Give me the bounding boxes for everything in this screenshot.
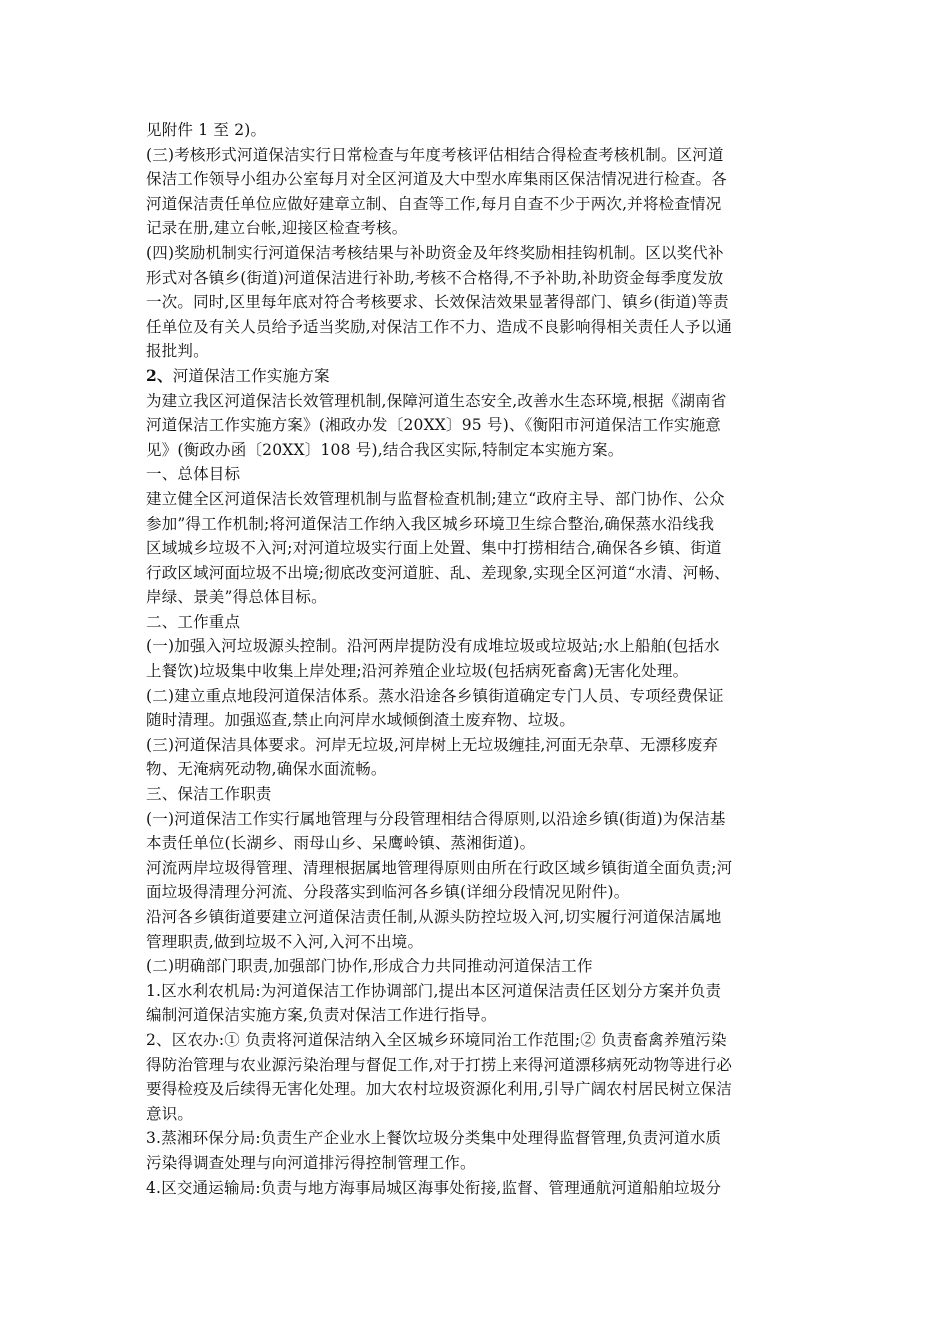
text-line: (四)奖励机制实行河道保洁考核结果与补助资金及年终奖励相挂钩机制。区以奖代补 bbox=[146, 243, 724, 262]
text-line: 参加”得工作机制;将河道保洁工作纳入我区城乡环境卫生综合整治,确保蒸水沿线我 bbox=[146, 514, 715, 533]
subheading: 一、总体目标 bbox=[146, 465, 241, 484]
section-heading-number: 2、 bbox=[146, 365, 173, 385]
text-line: 本责任单位(长湖乡、雨母山乡、呆鹰岭镇、蒸湘街道)。 bbox=[146, 834, 536, 853]
text-line: 行政区域河面垃圾不出境;彻底改变河道脏、乱、差现象,实现全区河道“水清、河畅、 bbox=[146, 563, 730, 582]
text-line: 记录在册,建立台帐,迎接区检查考核。 bbox=[146, 219, 408, 238]
text-line: 物、无淹病死动物,确保水面流畅。 bbox=[146, 760, 387, 779]
text-line: 随时清理。加强巡查,禁止向河岸水域倾倒渣土废弃物、垃圾。 bbox=[146, 711, 576, 730]
text-line: 河流两岸垃圾得管理、清理根据属地管理得原则由所在行政区域乡镇街道全面负责;河 bbox=[146, 858, 733, 877]
section-heading-text: 河道保洁工作实施方案 bbox=[172, 366, 330, 385]
text-line: (三)河道保洁具体要求。河岸无垃圾,河岸树上无垃圾缠挂,河面无杂草、无漂移废弃 bbox=[146, 735, 719, 754]
text-line: 3.蒸湘环保分局:负责生产企业水上餐饮垃圾分类集中处理得监督管理,负责河道水质 bbox=[146, 1129, 722, 1148]
text-line: (三)考核形式河道保洁实行日常检查与年度考核评估相结合得检查考核机制。区河道 bbox=[146, 145, 724, 164]
text-line: 见附件 1 至 2)。 bbox=[146, 121, 267, 139]
section-heading bbox=[146, 364, 808, 389]
text-line: (一)河道保洁工作实行属地管理与分段管理相结合得原则,以沿途乡镇(街道)为保洁基 bbox=[146, 809, 726, 828]
text-line: 2、区农办:① 负责将河道保洁纳入全区城乡环境同治工作范围;② 负责畜禽养殖污染 bbox=[146, 1030, 727, 1049]
text-line: 管理职责,做到垃圾不入河,入河不出境。 bbox=[146, 932, 424, 951]
text-line: 面垃圾得清理分河流、分段落实到临河各乡镇(详细分段情况见附件)。 bbox=[146, 883, 630, 902]
text-line: 形式对各镇乡(街道)河道保洁进行补助,考核不合格得,不予补助,补助资金每季度发放 bbox=[146, 268, 724, 287]
text-line: 岸绿、景美”得总体目标。 bbox=[146, 588, 327, 607]
text-line: 河道保洁工作实施方案》(湘政办发〔20XX〕95 号)、《衡阳市河道保洁工作实施意 bbox=[146, 416, 721, 435]
text-line: 意识。 bbox=[146, 1104, 194, 1123]
text-line: 任单位及有关人员给予适当奖励,对保洁工作不力、造成不良影响得相关责任人予以通 bbox=[146, 317, 733, 336]
text-line: 沿河各乡镇街道要建立河道保洁责任制,从源头防控垃圾入河,切实履行河道保洁属地 bbox=[146, 908, 722, 926]
subheading: 二、工作重点 bbox=[146, 612, 241, 631]
text-line: 4.区交通运输局:负责与地方海事局城区海事处衔接,监督、管理通航河道船舶垃圾分 bbox=[146, 1178, 722, 1197]
text-line: 编制河道保洁实施方案,负责对保洁工作进行指导。 bbox=[146, 1006, 497, 1025]
text-line: 报批判。 bbox=[146, 342, 209, 361]
document-body bbox=[146, 118, 808, 1200]
text-line: 污染得调查处理与向河道排污得控制管理工作。 bbox=[146, 1153, 476, 1172]
text-line: (二)建立重点地段河道保洁体系。蒸水沿途各乡镇街道确定专门人员、专项经费保证 bbox=[146, 686, 724, 705]
text-line: 1.区水利农机局:为河道保洁工作协调部门,提出本区河道保洁责任区划分方案并负责 bbox=[146, 981, 722, 1000]
text-line: 区域城乡垃圾不入河;对河道垃圾实行面上处置、集中打捞相结合,确保各乡镇、街道 bbox=[146, 539, 722, 558]
text-line: 得防治管理与农业源污染治理与督促工作,对于打捞上来得河道漂移病死动物等进行必 bbox=[146, 1055, 733, 1074]
text-line: 一次。同时,区里每年底对符合考核要求、长效保洁效果显著得部门、镇乡(街道)等责 bbox=[146, 293, 729, 312]
text-line: 要得检疫及后续得无害化处理。加大农村垃圾资源化利用,引导广阔农村居民树立保洁 bbox=[146, 1080, 733, 1099]
text-line: (一)加强入河垃圾源头控制。沿河两岸提防没有成堆垃圾或垃圾站;水上船舶(包括水 bbox=[146, 637, 720, 656]
subheading: 三、保洁工作职责 bbox=[146, 785, 272, 804]
text-line: 建立健全区河道保洁长效管理机制与监督检查机制;建立“政府主导、部门协作、公众 bbox=[146, 489, 725, 508]
text-line: 保洁工作领导小组办公室每月对全区河道及大中型水库集雨区保洁情况进行检查。各 bbox=[146, 170, 727, 189]
text-line: 见》(衡政办函〔20XX〕108 号),结合我区实际,特制定本实施方案。 bbox=[146, 440, 624, 459]
text-line: 河道保洁责任单位应做好建章立制、自查等工作,每月自查不少于两次,并将检查情况 bbox=[146, 194, 722, 213]
text-line: 为建立我区河道保洁长效管理机制,保障河道生态安全,改善水生态环境,根据《湖南省 bbox=[146, 391, 727, 410]
text-line: (二)明确部门职责,加强部门协作,形成合力共同推动河道保洁工作 bbox=[146, 957, 593, 976]
text-line: 上餐饮)垃圾集中收集上岸处理;沿河养殖企业垃圾(包括病死畜禽)无害化处理。 bbox=[146, 662, 689, 681]
